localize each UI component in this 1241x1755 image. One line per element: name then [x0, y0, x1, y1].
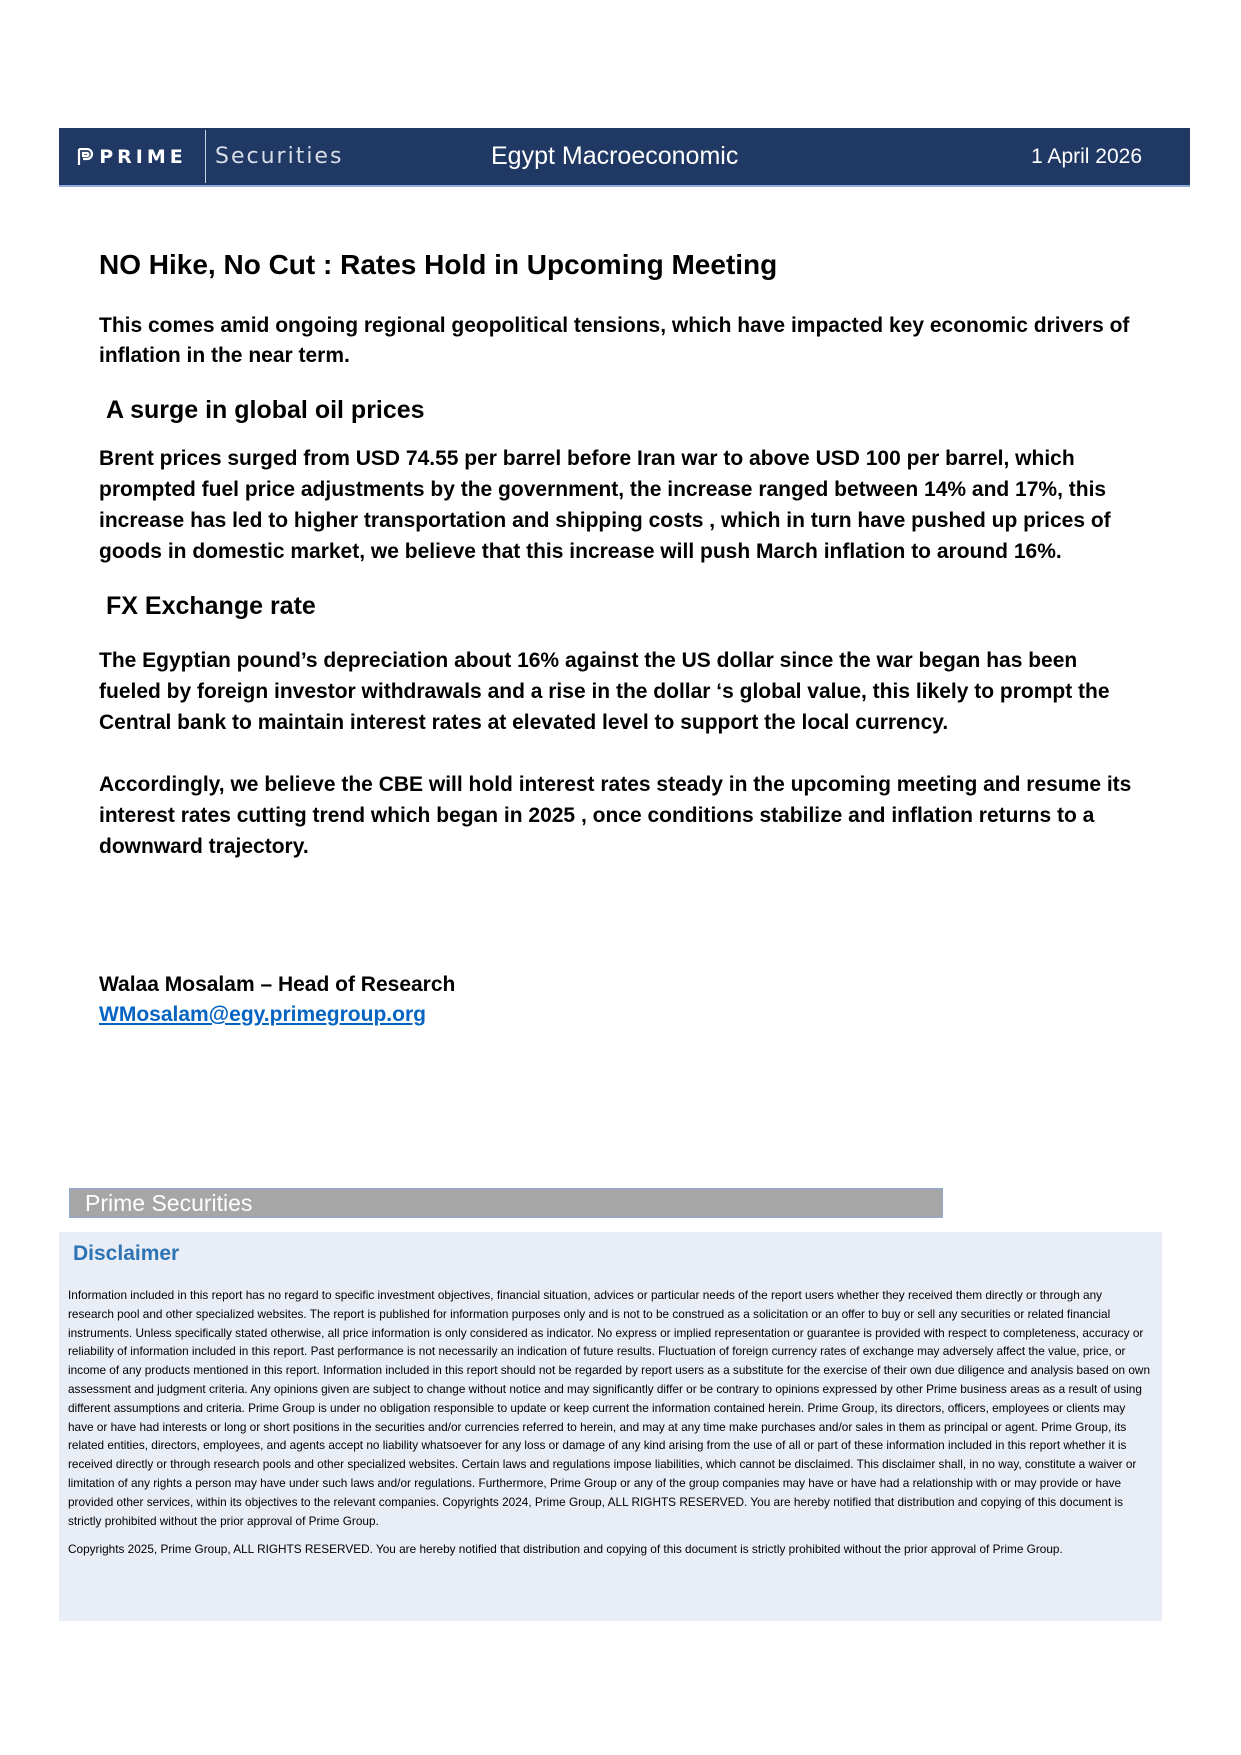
headline: NO Hike, No Cut : Rates Hold in Upcoming Meeting — [99, 249, 778, 280]
article-body — [99, 245, 1139, 1030]
section-heading-fx-rate: FX Exchange rate — [106, 592, 316, 620]
logo-divider — [205, 130, 206, 183]
author-name: Walaa Mosalam – Head of Research — [99, 973, 456, 996]
prime-logo — [59, 128, 205, 185]
disclaimer-text: Information included in this report has no regard to specific investment objectives, financial situation, advices or particular needs of the report users whether they received them directly or through any research pool and other specialized websites. The report is published for information purposes only and is not to be construed as a solicitation or an offer to buy or sell any securities or related financial instruments. Unless specifically stated otherwise, all price information is only considered as indicator. No express or implied representation or guarantee is provided with respect to completeness, accuracy or reliability of information included in this report. Past performance is not necessarily an indication of future results. Fluctuation of foreign currency rates of exchange may adversely affect the value, price, or income of any products mentioned in this report. Information included in this report should not be regarded by report users as a substitute for the exercise of their own due diligence and analysis based on own assessment and judgment criteria. Any opinions given are subject to change without notice and may significantly differ or be contrary to opinions expressed by other Prime business areas as a result of using different assumptions and criteria. Prime Group is under no obligation responsible to update or keep current the information contained herein. Prime Group, its directors, officers, employees or clients may have or have had interests or long or short positions in the securities and/or currencies referred to herein, and may at any time make purchases and/or sales in them as principal or agent. Prime Group, its related entities, directors, employees, and agents accept no liability whatsoever for any loss or damage of any kind arising from the use of all or part of these information included in this report whether it is received directly or through research pools and other specialized websites. Certain laws and regulations impose liabilities, which cannot be disclaimed. This disclaimer shall, in no way, constitute a waiver or limitation of any rights a person may have under such laws and/or regulations. Furthermore, Prime Group or any of the group companies may have or have had a relationship with or may provide or have provided other services, within its objectives to the relevant companies. Copyrights 2024, Prime Group, ALL RIGHTS RESERVED. You are hereby notified that distribution and copying of this document is strictly prohibited without the prior approval of Prime Group. — [68, 1288, 1151, 1528]
paragraph-fx-rate: The Egyptian pound’s depreciation about 16% against the US dollar since the war began has been fueled by foreign investor withdrawals and a rise in the dollar ‘s global value, this likely to prompt the Central bank to maintain interest rates at elevated level to support the local currency. — [99, 649, 1110, 734]
paragraph-conclusion: Accordingly, we believe the CBE will hold interest rates steady in the upcoming meeting and resume its interest rates cutting trend which began in 2025 , once conditions stabilize and inflation returns to a downward trajectory. — [99, 773, 1132, 858]
report-date: 1 April 2026 — [1031, 144, 1142, 168]
section-heading-oil-prices: A surge in global oil prices — [106, 396, 425, 424]
author-block — [99, 970, 1139, 1030]
disclaimer-box — [59, 1232, 1162, 1621]
author-email-link[interactable]: WMosalam@egy.primegroup.org — [99, 1003, 426, 1026]
logo-text: PRIME — [99, 145, 187, 168]
firm-name-bar: Prime Securities — [69, 1188, 943, 1218]
report-header — [59, 128, 1190, 187]
report-title: Egypt Macroeconomic — [491, 142, 739, 170]
intro-paragraph: This comes amid ongoing regional geopolitical tensions, which have impacted key economic drivers of inflation in the near term. — [99, 314, 1130, 367]
copyright-text: Copyrights 2025, Prime Group, ALL RIGHTS RESERVED. You are hereby notified that distribution and copying of this document is strictly prohibited without the prior approval of Prime Group. — [68, 1542, 1063, 1557]
prime-logo-icon — [77, 148, 93, 166]
paragraph-oil-prices: Brent prices surged from USD 74.55 per barrel before Iran war to above USD 100 per barrel, which prompted fuel price adjustments by the government, the increase ranged between 14% and 17%, this increase has led to higher transportation and shipping costs , which in turn have pushed up prices of goods in domestic market, we believe that this increase will push March inflation to around 16%. — [99, 447, 1111, 563]
disclaimer-title: Disclaimer — [73, 1242, 180, 1265]
logo-secondary-text: Securities — [215, 144, 344, 169]
